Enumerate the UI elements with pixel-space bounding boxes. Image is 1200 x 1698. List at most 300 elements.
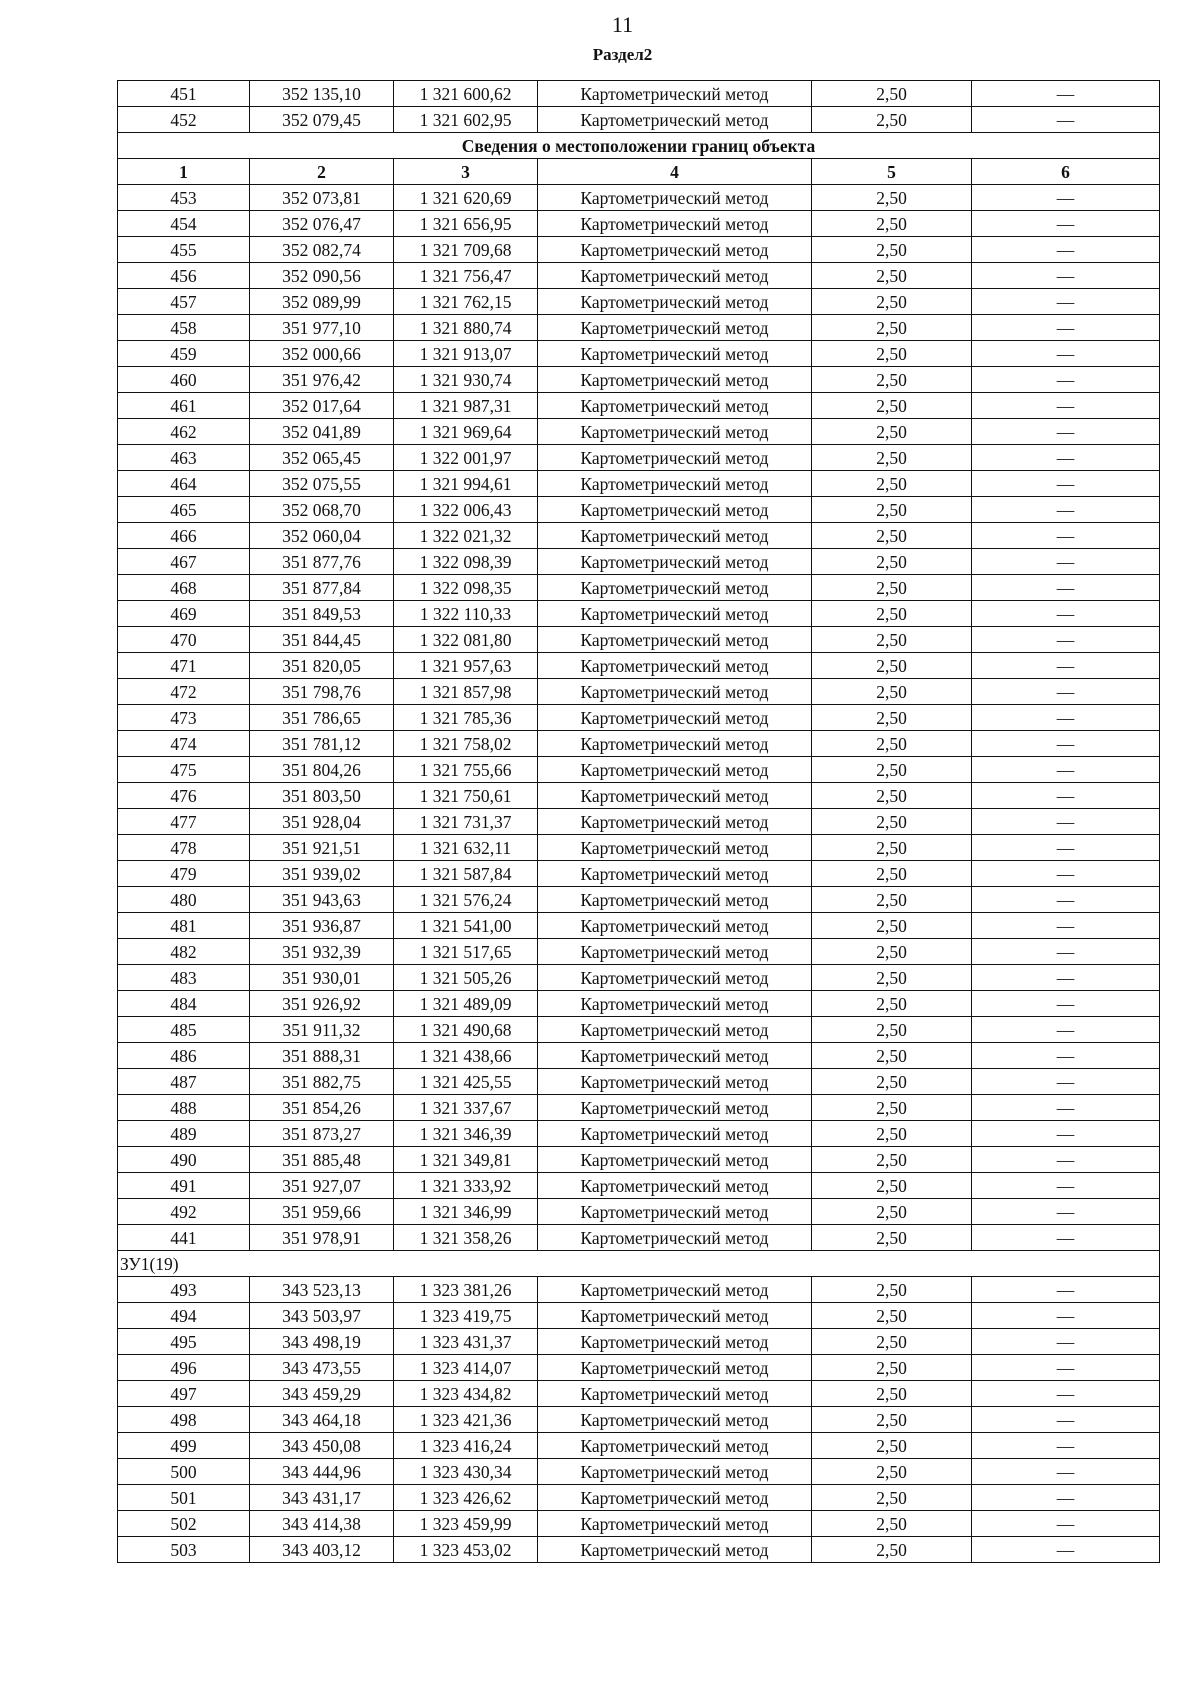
- table-row: [118, 1121, 1160, 1147]
- table-row: [118, 107, 1160, 133]
- method-cell: Картометрический метод: [538, 783, 812, 809]
- y-coordinate-cell: 1 323 431,37: [394, 1329, 538, 1355]
- description-cell: —: [972, 1173, 1160, 1199]
- method-cell: Картометрический метод: [538, 419, 812, 445]
- x-coordinate-cell: 351 882,75: [250, 1069, 394, 1095]
- description-cell: —: [972, 705, 1160, 731]
- y-coordinate-cell: 1 321 438,66: [394, 1043, 538, 1069]
- point-number-cell: 480: [118, 887, 250, 913]
- table-row: [118, 1485, 1160, 1511]
- point-number-cell: 497: [118, 1381, 250, 1407]
- table-row: [118, 861, 1160, 887]
- column-header-2: 2: [250, 159, 394, 185]
- accuracy-cell: 2,50: [812, 107, 972, 133]
- accuracy-cell: 2,50: [812, 757, 972, 783]
- method-cell: Картометрический метод: [538, 185, 812, 211]
- y-coordinate-cell: 1 322 081,80: [394, 627, 538, 653]
- y-coordinate-cell: 1 321 576,24: [394, 887, 538, 913]
- point-number-cell: 474: [118, 731, 250, 757]
- method-cell: Картометрический метод: [538, 263, 812, 289]
- column-header-4: 4: [538, 159, 812, 185]
- description-cell: —: [972, 1329, 1160, 1355]
- column-header-3: 3: [394, 159, 538, 185]
- y-coordinate-cell: 1 321 930,74: [394, 367, 538, 393]
- description-cell: —: [972, 1355, 1160, 1381]
- table-row: [118, 757, 1160, 783]
- method-cell: Картометрический метод: [538, 1095, 812, 1121]
- y-coordinate-cell: 1 322 110,33: [394, 601, 538, 627]
- point-number-cell: 482: [118, 939, 250, 965]
- method-cell: Картометрический метод: [538, 809, 812, 835]
- accuracy-cell: 2,50: [812, 367, 972, 393]
- table-row: [118, 1407, 1160, 1433]
- table-row: [118, 289, 1160, 315]
- table-row: [118, 1147, 1160, 1173]
- table-row: [118, 835, 1160, 861]
- y-coordinate-cell: 1 323 414,07: [394, 1355, 538, 1381]
- method-cell: Картометрический метод: [538, 1017, 812, 1043]
- y-coordinate-cell: 1 321 755,66: [394, 757, 538, 783]
- y-coordinate-cell: 1 321 758,02: [394, 731, 538, 757]
- y-coordinate-cell: 1 323 453,02: [394, 1537, 538, 1563]
- accuracy-cell: 2,50: [812, 1511, 972, 1537]
- table-row: [118, 1043, 1160, 1069]
- description-cell: —: [972, 809, 1160, 835]
- x-coordinate-cell: 343 473,55: [250, 1355, 394, 1381]
- point-number-cell: 502: [118, 1511, 250, 1537]
- table-row: [118, 939, 1160, 965]
- x-coordinate-cell: 351 804,26: [250, 757, 394, 783]
- method-cell: Картометрический метод: [538, 107, 812, 133]
- point-number-cell: 500: [118, 1459, 250, 1485]
- x-coordinate-cell: 351 877,84: [250, 575, 394, 601]
- table-row: [118, 419, 1160, 445]
- description-cell: —: [972, 757, 1160, 783]
- method-cell: Картометрический метод: [538, 1355, 812, 1381]
- table-row: [118, 549, 1160, 575]
- table-body: [118, 81, 1160, 1563]
- method-cell: Картометрический метод: [538, 471, 812, 497]
- table-row: [118, 679, 1160, 705]
- description-cell: —: [972, 211, 1160, 237]
- x-coordinate-cell: 351 930,01: [250, 965, 394, 991]
- description-cell: —: [972, 315, 1160, 341]
- point-number-cell: 455: [118, 237, 250, 263]
- method-cell: Картометрический метод: [538, 1511, 812, 1537]
- x-coordinate-cell: 343 431,17: [250, 1485, 394, 1511]
- method-cell: Картометрический метод: [538, 861, 812, 887]
- table-row: [118, 1459, 1160, 1485]
- y-coordinate-cell: 1 321 349,81: [394, 1147, 538, 1173]
- table-row: [118, 1537, 1160, 1563]
- method-cell: Картометрический метод: [538, 1537, 812, 1563]
- point-number-cell: 441: [118, 1225, 250, 1251]
- accuracy-cell: 2,50: [812, 393, 972, 419]
- accuracy-cell: 2,50: [812, 1173, 972, 1199]
- point-number-cell: 454: [118, 211, 250, 237]
- x-coordinate-cell: 352 090,56: [250, 263, 394, 289]
- x-coordinate-cell: 351 932,39: [250, 939, 394, 965]
- y-coordinate-cell: 1 321 620,69: [394, 185, 538, 211]
- description-cell: —: [972, 341, 1160, 367]
- point-number-cell: 461: [118, 393, 250, 419]
- y-coordinate-cell: 1 321 505,26: [394, 965, 538, 991]
- accuracy-cell: 2,50: [812, 991, 972, 1017]
- point-number-cell: 458: [118, 315, 250, 341]
- method-cell: Картометрический метод: [538, 1121, 812, 1147]
- y-coordinate-cell: 1 321 541,00: [394, 913, 538, 939]
- point-number-cell: 473: [118, 705, 250, 731]
- page-number: 11: [611, 12, 634, 37]
- point-number-cell: 483: [118, 965, 250, 991]
- point-number-cell: 462: [118, 419, 250, 445]
- table-row: [118, 1355, 1160, 1381]
- y-coordinate-cell: 1 321 358,26: [394, 1225, 538, 1251]
- point-number-cell: 503: [118, 1537, 250, 1563]
- accuracy-cell: 2,50: [812, 315, 972, 341]
- accuracy-cell: 2,50: [812, 81, 972, 107]
- point-number-cell: 481: [118, 913, 250, 939]
- table-row: [118, 627, 1160, 653]
- method-cell: Картометрический метод: [538, 991, 812, 1017]
- point-number-cell: 472: [118, 679, 250, 705]
- y-coordinate-cell: 1 323 381,26: [394, 1277, 538, 1303]
- table-row: [118, 1069, 1160, 1095]
- table-row: [118, 1511, 1160, 1537]
- table-row: [118, 523, 1160, 549]
- method-cell: Картометрический метод: [538, 1407, 812, 1433]
- x-coordinate-cell: 343 403,12: [250, 1537, 394, 1563]
- accuracy-cell: 2,50: [812, 1329, 972, 1355]
- method-cell: Картометрический метод: [538, 81, 812, 107]
- method-cell: Картометрический метод: [538, 1433, 812, 1459]
- point-number-cell: 484: [118, 991, 250, 1017]
- y-coordinate-cell: 1 321 632,11: [394, 835, 538, 861]
- y-coordinate-cell: 1 321 756,47: [394, 263, 538, 289]
- x-coordinate-cell: 351 803,50: [250, 783, 394, 809]
- accuracy-cell: 2,50: [812, 497, 972, 523]
- x-coordinate-cell: 343 444,96: [250, 1459, 394, 1485]
- description-cell: —: [972, 549, 1160, 575]
- point-number-cell: 488: [118, 1095, 250, 1121]
- y-coordinate-cell: 1 321 425,55: [394, 1069, 538, 1095]
- accuracy-cell: 2,50: [812, 185, 972, 211]
- point-number-cell: 486: [118, 1043, 250, 1069]
- table-row: [118, 783, 1160, 809]
- point-number-cell: 476: [118, 783, 250, 809]
- description-cell: —: [972, 263, 1160, 289]
- description-cell: —: [972, 1537, 1160, 1563]
- table-row: [118, 887, 1160, 913]
- description-cell: —: [972, 367, 1160, 393]
- method-cell: Картометрический метод: [538, 549, 812, 575]
- point-number-cell: 499: [118, 1433, 250, 1459]
- accuracy-cell: 2,50: [812, 1381, 972, 1407]
- y-coordinate-cell: 1 321 987,31: [394, 393, 538, 419]
- point-number-cell: 491: [118, 1173, 250, 1199]
- accuracy-cell: 2,50: [812, 1069, 972, 1095]
- y-coordinate-cell: 1 322 001,97: [394, 445, 538, 471]
- description-cell: —: [972, 393, 1160, 419]
- y-coordinate-cell: 1 322 021,32: [394, 523, 538, 549]
- table-row: [118, 1303, 1160, 1329]
- description-cell: —: [972, 1277, 1160, 1303]
- point-number-cell: 456: [118, 263, 250, 289]
- table-row: [118, 1017, 1160, 1043]
- column-header-6: 6: [972, 159, 1160, 185]
- method-cell: Картометрический метод: [538, 1043, 812, 1069]
- method-cell: Картометрический метод: [538, 731, 812, 757]
- table-row: [118, 1329, 1160, 1355]
- description-cell: —: [972, 107, 1160, 133]
- y-coordinate-cell: 1 321 337,67: [394, 1095, 538, 1121]
- y-coordinate-cell: 1 321 602,95: [394, 107, 538, 133]
- accuracy-cell: 2,50: [812, 1485, 972, 1511]
- x-coordinate-cell: 351 936,87: [250, 913, 394, 939]
- method-cell: Картометрический метод: [538, 1147, 812, 1173]
- x-coordinate-cell: 352 135,10: [250, 81, 394, 107]
- y-coordinate-cell: 1 321 587,84: [394, 861, 538, 887]
- method-cell: Картометрический метод: [538, 341, 812, 367]
- method-cell: Картометрический метод: [538, 445, 812, 471]
- description-cell: —: [972, 913, 1160, 939]
- x-coordinate-cell: 352 065,45: [250, 445, 394, 471]
- x-coordinate-cell: 343 498,19: [250, 1329, 394, 1355]
- x-coordinate-cell: 351 943,63: [250, 887, 394, 913]
- table-row: [118, 1381, 1160, 1407]
- x-coordinate-cell: 352 076,47: [250, 211, 394, 237]
- table-caption-row-text: Сведения о местоположении границ объекта: [118, 133, 1160, 159]
- x-coordinate-cell: 352 060,04: [250, 523, 394, 549]
- point-number-cell: 464: [118, 471, 250, 497]
- method-cell: Картометрический метод: [538, 211, 812, 237]
- point-number-cell: 489: [118, 1121, 250, 1147]
- y-coordinate-cell: 1 321 600,62: [394, 81, 538, 107]
- x-coordinate-cell: 351 854,26: [250, 1095, 394, 1121]
- method-cell: Картометрический метод: [538, 1329, 812, 1355]
- accuracy-cell: 2,50: [812, 965, 972, 991]
- point-number-cell: 494: [118, 1303, 250, 1329]
- accuracy-cell: 2,50: [812, 1537, 972, 1563]
- description-cell: —: [972, 289, 1160, 315]
- x-coordinate-cell: 352 000,66: [250, 341, 394, 367]
- accuracy-cell: 2,50: [812, 289, 972, 315]
- accuracy-cell: 2,50: [812, 1121, 972, 1147]
- column-header-row: [118, 159, 1160, 185]
- point-number-cell: 460: [118, 367, 250, 393]
- point-number-cell: 466: [118, 523, 250, 549]
- point-number-cell: 457: [118, 289, 250, 315]
- accuracy-cell: 2,50: [812, 601, 972, 627]
- description-cell: —: [972, 965, 1160, 991]
- description-cell: —: [972, 1485, 1160, 1511]
- x-coordinate-cell: 351 781,12: [250, 731, 394, 757]
- x-coordinate-cell: 343 414,38: [250, 1511, 394, 1537]
- description-cell: —: [972, 1303, 1160, 1329]
- description-cell: —: [972, 497, 1160, 523]
- description-cell: —: [972, 991, 1160, 1017]
- accuracy-cell: 2,50: [812, 1043, 972, 1069]
- point-number-cell: 498: [118, 1407, 250, 1433]
- method-cell: Картометрический метод: [538, 497, 812, 523]
- description-cell: —: [972, 1069, 1160, 1095]
- method-cell: Картометрический метод: [538, 601, 812, 627]
- description-cell: —: [972, 471, 1160, 497]
- group-label-row-text: ЗУ1(19): [118, 1251, 1160, 1277]
- description-cell: —: [972, 445, 1160, 471]
- method-cell: Картометрический метод: [538, 653, 812, 679]
- y-coordinate-cell: 1 321 857,98: [394, 679, 538, 705]
- point-number-cell: 469: [118, 601, 250, 627]
- y-coordinate-cell: 1 321 709,68: [394, 237, 538, 263]
- x-coordinate-cell: 352 075,55: [250, 471, 394, 497]
- method-cell: Картометрический метод: [538, 627, 812, 653]
- column-header-1: 1: [118, 159, 250, 185]
- x-coordinate-cell: 351 849,53: [250, 601, 394, 627]
- description-cell: —: [972, 1433, 1160, 1459]
- accuracy-cell: 2,50: [812, 887, 972, 913]
- y-coordinate-cell: 1 322 006,43: [394, 497, 538, 523]
- y-coordinate-cell: 1 323 419,75: [394, 1303, 538, 1329]
- point-number-cell: 468: [118, 575, 250, 601]
- table-row: [118, 731, 1160, 757]
- y-coordinate-cell: 1 321 490,68: [394, 1017, 538, 1043]
- table-row: [118, 991, 1160, 1017]
- x-coordinate-cell: 351 885,48: [250, 1147, 394, 1173]
- x-coordinate-cell: 352 041,89: [250, 419, 394, 445]
- description-cell: —: [972, 627, 1160, 653]
- accuracy-cell: 2,50: [812, 705, 972, 731]
- method-cell: Картометрический метод: [538, 1225, 812, 1251]
- method-cell: Картометрический метод: [538, 1069, 812, 1095]
- accuracy-cell: 2,50: [812, 263, 972, 289]
- accuracy-cell: 2,50: [812, 835, 972, 861]
- table-row: [118, 237, 1160, 263]
- point-number-cell: 470: [118, 627, 250, 653]
- x-coordinate-cell: 351 820,05: [250, 653, 394, 679]
- accuracy-cell: 2,50: [812, 1303, 972, 1329]
- coordinates-table: [117, 80, 1160, 1563]
- accuracy-cell: 2,50: [812, 211, 972, 237]
- section-title: Раздел2: [592, 45, 653, 64]
- method-cell: Картометрический метод: [538, 523, 812, 549]
- table-row: [118, 315, 1160, 341]
- description-cell: —: [972, 861, 1160, 887]
- y-coordinate-cell: 1 321 785,36: [394, 705, 538, 731]
- method-cell: Картометрический метод: [538, 965, 812, 991]
- table-row: [118, 1095, 1160, 1121]
- point-number-cell: 492: [118, 1199, 250, 1225]
- description-cell: —: [972, 237, 1160, 263]
- x-coordinate-cell: 351 921,51: [250, 835, 394, 861]
- x-coordinate-cell: 343 459,29: [250, 1381, 394, 1407]
- description-cell: —: [972, 835, 1160, 861]
- accuracy-cell: 2,50: [812, 1407, 972, 1433]
- x-coordinate-cell: 343 450,08: [250, 1433, 394, 1459]
- point-number-cell: 459: [118, 341, 250, 367]
- y-coordinate-cell: 1 322 098,35: [394, 575, 538, 601]
- accuracy-cell: 2,50: [812, 1017, 972, 1043]
- x-coordinate-cell: 351 976,42: [250, 367, 394, 393]
- accuracy-cell: 2,50: [812, 627, 972, 653]
- method-cell: Картометрический метод: [538, 237, 812, 263]
- accuracy-cell: 2,50: [812, 861, 972, 887]
- table-caption-row: [118, 133, 1160, 159]
- x-coordinate-cell: 352 089,99: [250, 289, 394, 315]
- method-cell: Картометрический метод: [538, 393, 812, 419]
- x-coordinate-cell: 352 017,64: [250, 393, 394, 419]
- method-cell: Картометрический метод: [538, 757, 812, 783]
- table-row: [118, 575, 1160, 601]
- table-row: [118, 497, 1160, 523]
- method-cell: Картометрический метод: [538, 913, 812, 939]
- point-number-cell: 467: [118, 549, 250, 575]
- description-cell: —: [972, 419, 1160, 445]
- description-cell: —: [972, 1459, 1160, 1485]
- y-coordinate-cell: 1 323 430,34: [394, 1459, 538, 1485]
- y-coordinate-cell: 1 321 731,37: [394, 809, 538, 835]
- accuracy-cell: 2,50: [812, 679, 972, 705]
- x-coordinate-cell: 351 911,32: [250, 1017, 394, 1043]
- x-coordinate-cell: 343 523,13: [250, 1277, 394, 1303]
- description-cell: —: [972, 1407, 1160, 1433]
- x-coordinate-cell: 352 079,45: [250, 107, 394, 133]
- table-row: [118, 81, 1160, 107]
- method-cell: Картометрический метод: [538, 1381, 812, 1407]
- description-cell: —: [972, 731, 1160, 757]
- method-cell: Картометрический метод: [538, 1173, 812, 1199]
- point-number-cell: 495: [118, 1329, 250, 1355]
- description-cell: —: [972, 601, 1160, 627]
- description-cell: —: [972, 679, 1160, 705]
- point-number-cell: 485: [118, 1017, 250, 1043]
- point-number-cell: 475: [118, 757, 250, 783]
- method-cell: Картометрический метод: [538, 679, 812, 705]
- point-number-cell: 490: [118, 1147, 250, 1173]
- description-cell: —: [972, 783, 1160, 809]
- method-cell: Картометрический метод: [538, 367, 812, 393]
- method-cell: Картометрический метод: [538, 1199, 812, 1225]
- x-coordinate-cell: 351 877,76: [250, 549, 394, 575]
- table-row: [118, 809, 1160, 835]
- y-coordinate-cell: 1 321 489,09: [394, 991, 538, 1017]
- y-coordinate-cell: 1 321 346,39: [394, 1121, 538, 1147]
- accuracy-cell: 2,50: [812, 731, 972, 757]
- method-cell: Картометрический метод: [538, 1303, 812, 1329]
- table-row: [118, 1173, 1160, 1199]
- table-row: [118, 471, 1160, 497]
- point-number-cell: 465: [118, 497, 250, 523]
- point-number-cell: 493: [118, 1277, 250, 1303]
- accuracy-cell: 2,50: [812, 939, 972, 965]
- accuracy-cell: 2,50: [812, 809, 972, 835]
- y-coordinate-cell: 1 321 762,15: [394, 289, 538, 315]
- x-coordinate-cell: 343 464,18: [250, 1407, 394, 1433]
- accuracy-cell: 2,50: [812, 653, 972, 679]
- accuracy-cell: 2,50: [812, 1199, 972, 1225]
- table-row: [118, 653, 1160, 679]
- table-row: [118, 1199, 1160, 1225]
- method-cell: Картометрический метод: [538, 887, 812, 913]
- method-cell: Картометрический метод: [538, 1459, 812, 1485]
- x-coordinate-cell: 351 888,31: [250, 1043, 394, 1069]
- y-coordinate-cell: 1 321 750,61: [394, 783, 538, 809]
- y-coordinate-cell: 1 323 421,36: [394, 1407, 538, 1433]
- description-cell: —: [972, 1381, 1160, 1407]
- description-cell: —: [972, 1511, 1160, 1537]
- accuracy-cell: 2,50: [812, 1355, 972, 1381]
- point-number-cell: 478: [118, 835, 250, 861]
